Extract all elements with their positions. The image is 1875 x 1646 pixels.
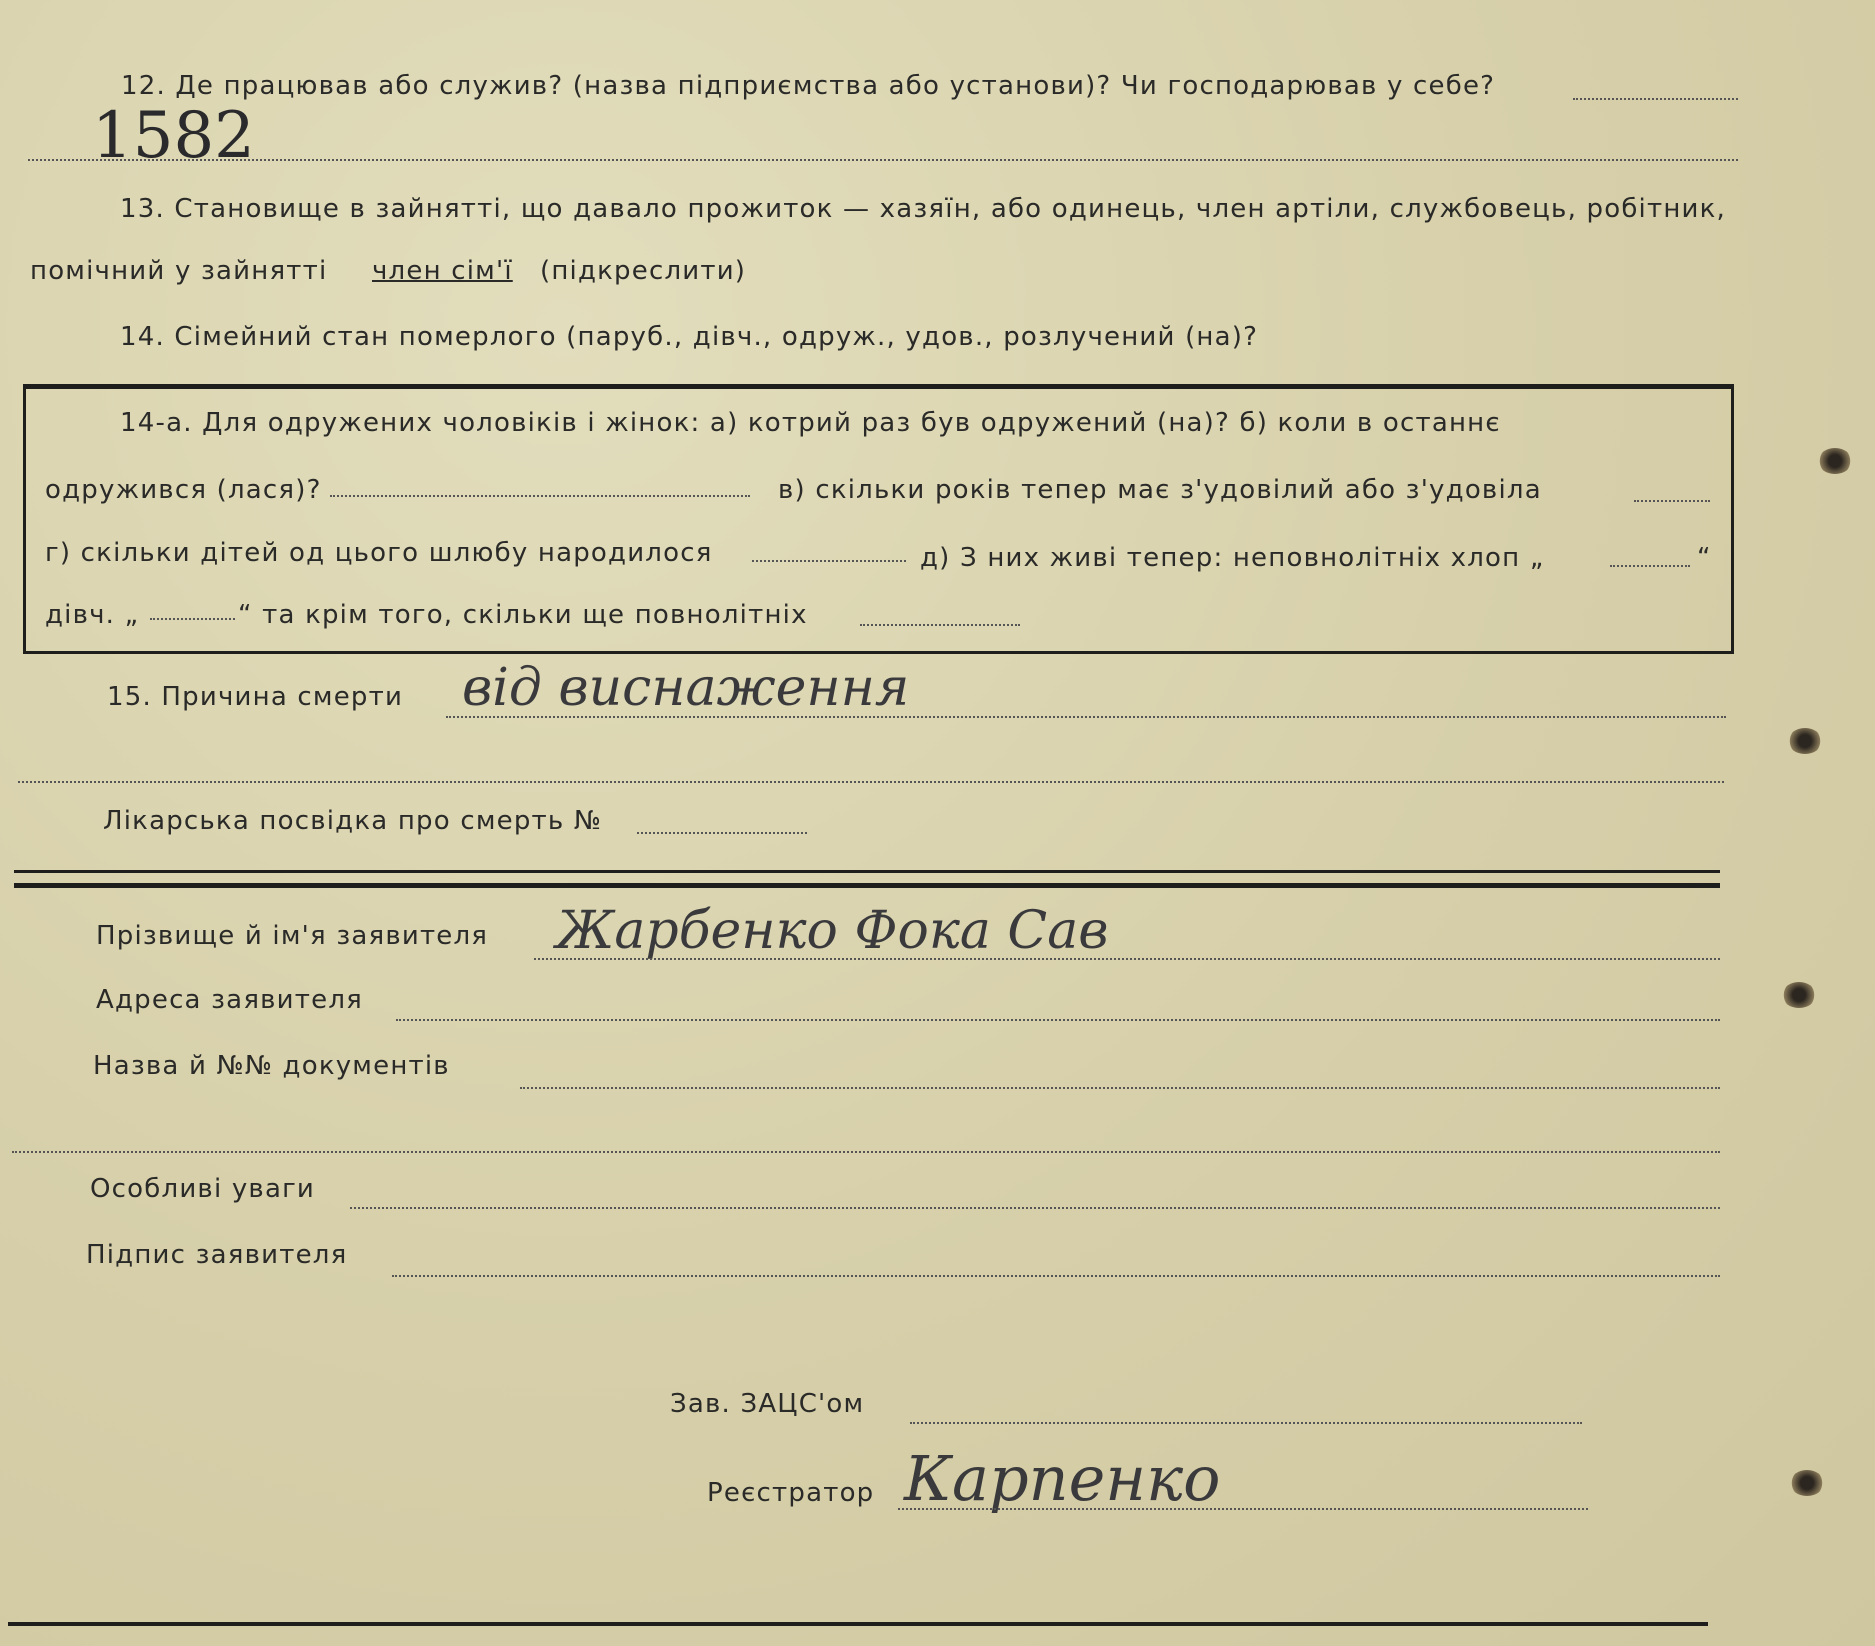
- q12-answer-line-2: [28, 159, 1738, 161]
- medical-certificate-label: Лікарська посвідка про смерть №: [103, 806, 603, 836]
- question-13-line-2c: (підкреслити): [540, 256, 747, 286]
- section-divider-bottom: [14, 883, 1720, 888]
- applicant-address-line: [396, 1019, 1720, 1021]
- q14a-minor-boys-line: [1610, 565, 1690, 567]
- question-14a-line-2a: одружився (лася)?: [45, 475, 322, 505]
- documents-line-2: [12, 1151, 1720, 1153]
- question-14a-line-2b: в) скільки років тепер має з'удовілий або з'удовіла: [778, 475, 1542, 505]
- q14a-adults-line: [860, 624, 1020, 626]
- binder-hole-icon: [1790, 1470, 1824, 1496]
- question-14a-line-3a: г) скільки дітей од цього шлюбу народилося: [45, 538, 713, 568]
- applicant-name-label: Прізвище й ім'я заявителя: [96, 921, 489, 951]
- cause-of-death-handwritten: від виснаження: [462, 658, 910, 718]
- question-15-label: 15. Причина смерти: [107, 682, 404, 712]
- applicant-name-handwritten: Жарбенко Фока Сав: [556, 901, 1109, 961]
- registrar-label: Реєстратор: [707, 1478, 875, 1508]
- q15-answer-line-1: [446, 716, 1726, 718]
- page-bottom-rule: [8, 1622, 1708, 1626]
- question-14a-line-4a: дівч. „: [45, 600, 140, 630]
- section-divider-top: [14, 870, 1720, 873]
- question-13-line-2a: помічний у зайнятті: [30, 256, 328, 286]
- question-14a-line-1: 14-а. Для одружених чоловіків і жінок: а) котрий раз був одружений (на)? б) коли в останнє: [120, 408, 1501, 438]
- special-notes-line: [350, 1207, 1720, 1209]
- q12-answer-line-1: [1573, 98, 1738, 100]
- binder-hole-icon: [1788, 728, 1822, 754]
- q15-answer-line-2: [18, 781, 1724, 783]
- medical-certificate-line: [637, 832, 807, 834]
- binder-hole-icon: [1782, 982, 1816, 1008]
- question-14: 14. Сімейний стан померлого (паруб., дівч., одруж., удов., розлучений (на)?: [120, 322, 1259, 352]
- registry-head-label: Зав. ЗАЦС'ом: [670, 1389, 865, 1419]
- applicant-signature-label: Підпис заявителя: [86, 1240, 348, 1270]
- documents-line-1: [520, 1087, 1720, 1089]
- applicant-signature-line: [392, 1275, 1720, 1277]
- question-12: 12. Де працював або служив? (назва підприємства або установи)? Чи господарював у себе?: [121, 71, 1496, 101]
- special-notes-label: Особливі уваги: [90, 1174, 316, 1204]
- applicant-name-line: [534, 958, 1720, 960]
- archive-number: 1582: [92, 99, 255, 173]
- registry-head-signature-line: [910, 1422, 1582, 1424]
- q14a-widowed-years-line: [1634, 500, 1710, 502]
- documents-label: Назва й №№ документів: [93, 1051, 450, 1081]
- question-14a-line-4b: “ та крім того, скільки ще повнолітніх: [238, 600, 808, 630]
- applicant-address-label: Адреса заявителя: [96, 985, 363, 1015]
- binder-hole-icon: [1818, 448, 1852, 474]
- q14a-marriage-date-line: [330, 495, 750, 497]
- question-14a-line-3b: д) З них живі тепер: неповнолітніх хлоп „: [920, 543, 1545, 573]
- question-13-underlined-family-member: член сім'ї: [372, 256, 513, 286]
- registrar-signature-line: [898, 1508, 1588, 1510]
- registrar-signature: Карпенко: [904, 1442, 1221, 1515]
- question-14a-line-3c: “: [1697, 543, 1712, 573]
- q14a-children-born-line: [752, 560, 906, 562]
- question-13-line-1: 13. Становище в зайнятті, що давало прожиток — хазяїн, або одинець, член артіли, службовець, робітник,: [120, 194, 1726, 224]
- q14a-minor-girls-line: [150, 618, 235, 620]
